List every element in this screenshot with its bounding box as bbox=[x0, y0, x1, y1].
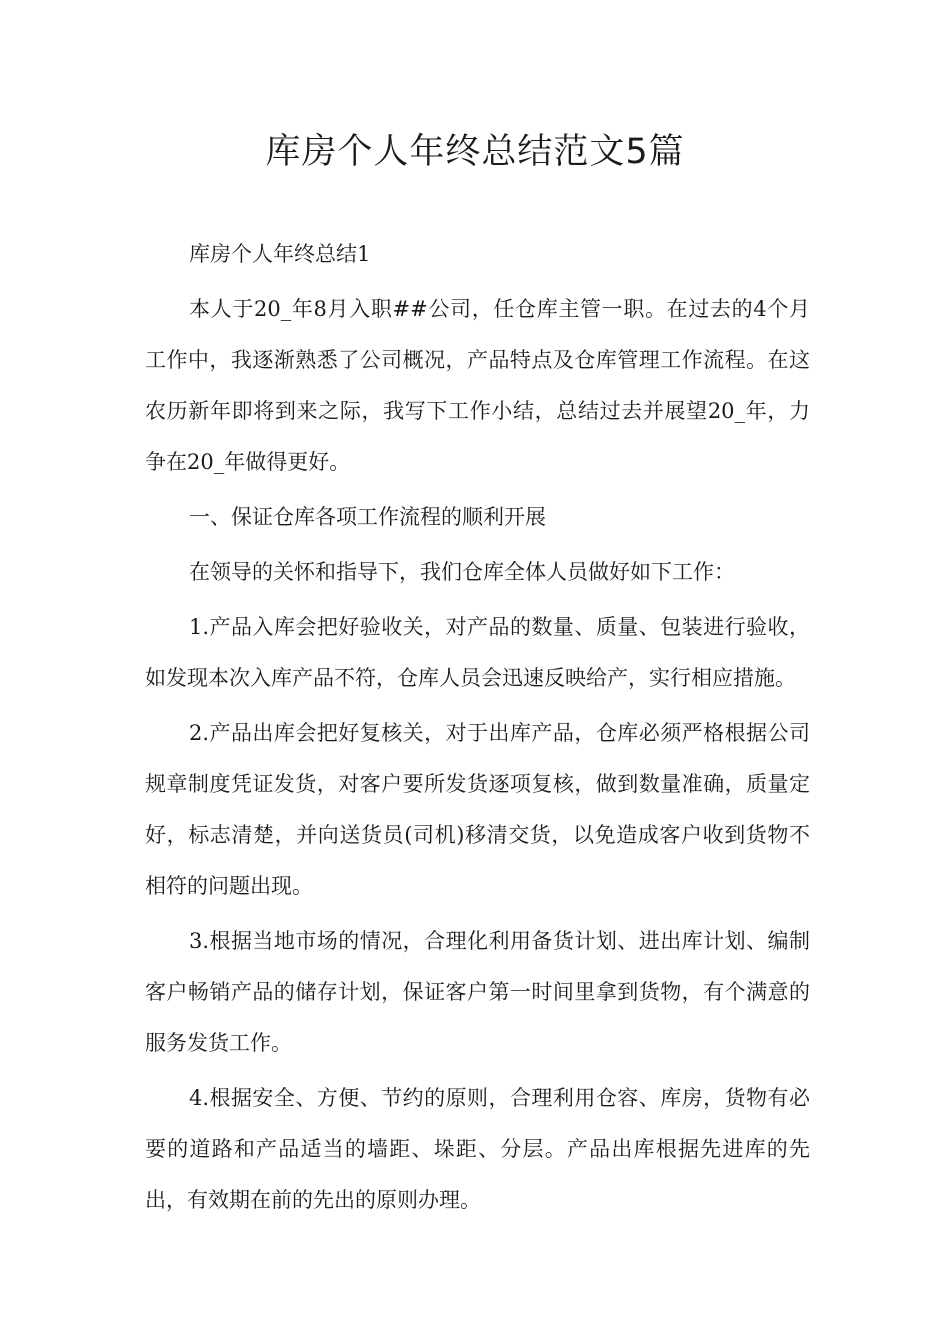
document-title: 库房个人年终总结范文5篇 bbox=[265, 132, 685, 172]
list-item: 1.产品入库会把好验收关，对产品的数量、质量、包装进行验收，如发现本次入库产品不符，仓库人员会迅速反映给产，实行相应措施。 bbox=[145, 615, 810, 690]
document-body bbox=[145, 229, 810, 1226]
section-heading: 库房个人年终总结1 bbox=[189, 242, 371, 266]
subsection-heading: 一、保证仓库各项工作流程的顺利开展 bbox=[189, 505, 546, 529]
intro-paragraph: 本人于20_年8月入职##公司，任仓库主管一职。在过去的4个月工作中，我逐渐熟悉了公司概况，产品特点及仓库管理工作流程。在这农历新年即将到来之际，我写下工作小结，总结过去并展望20_年，力争在20_年做得更好。 bbox=[145, 297, 810, 474]
list-item: 2.产品出库会把好复核关，对于出库产品，仓库必须严格根据公司规章制度凭证发货，对客户要所发货逐项复核，做到数量准确，质量定好，标志清楚，并向送货员(司机)移清交货，以免造成客户收到货物不相符的问题出现。 bbox=[145, 721, 810, 898]
list-item: 4.根据安全、方便、节约的原则，合理利用仓容、库房，货物有必要的道路和产品适当的墙距、垛距、分层。产品出库根据先进库的先出，有效期在前的先出的原则办理。 bbox=[145, 1086, 810, 1212]
body-paragraph: 在领导的关怀和指导下，我们仓库全体人员做好如下工作： bbox=[189, 560, 735, 584]
list-item: 3.根据当地市场的情况，合理化利用备货计划、进出库计划、编制客户畅销产品的储存计划，保证客户第一时间里拿到货物，有个满意的服务发货工作。 bbox=[145, 929, 810, 1055]
